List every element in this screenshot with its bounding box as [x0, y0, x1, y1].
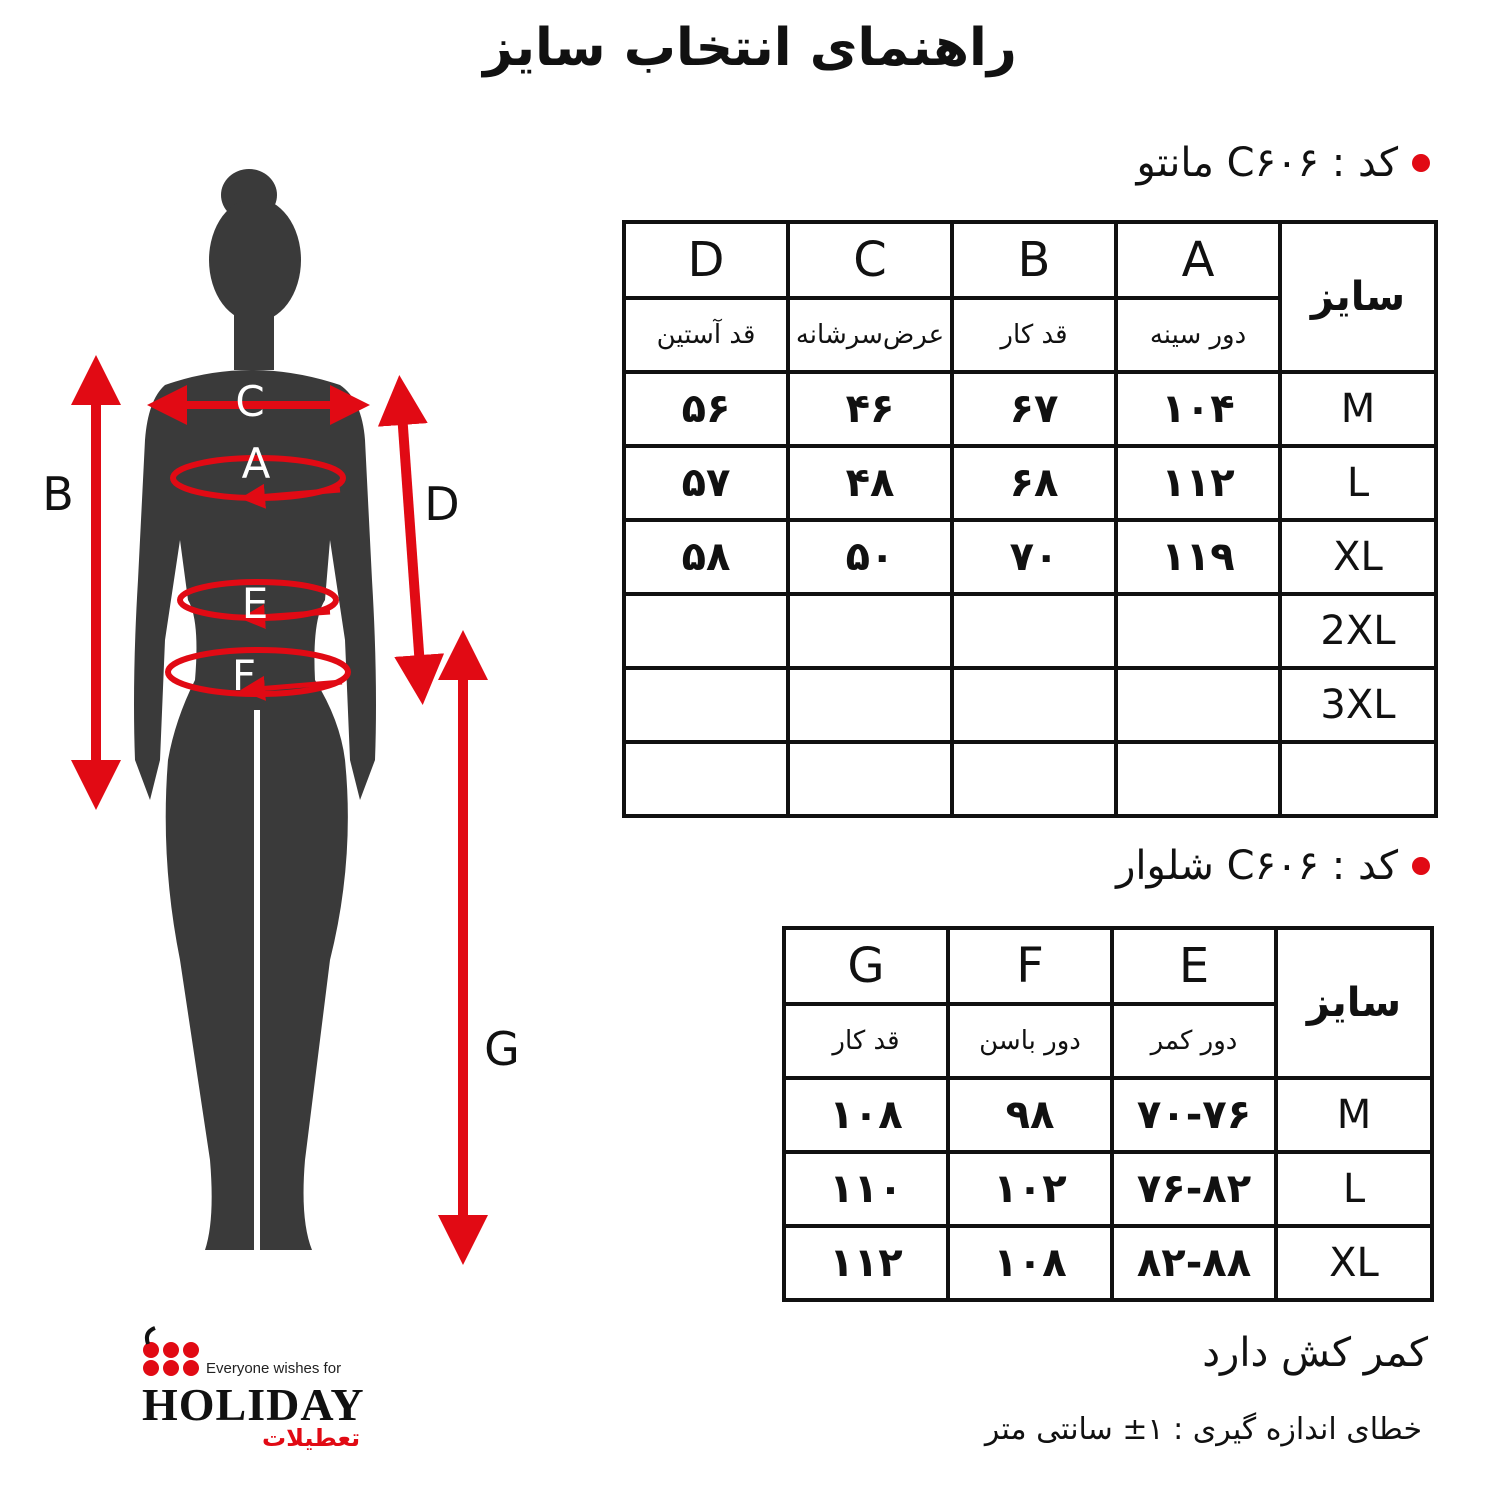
- brand-tagline: Everyone wishes for: [206, 1360, 342, 1377]
- coat-col-label-D: قد آستین: [624, 298, 788, 372]
- brand-name-fa: تعطیلات: [262, 1424, 361, 1452]
- coat-col-letter-B: B: [952, 222, 1116, 298]
- table-cell: [788, 668, 952, 742]
- label-G: G: [484, 1022, 520, 1076]
- table-cell: [952, 594, 1116, 668]
- size-label: XL: [1276, 1226, 1432, 1300]
- label-E: E: [241, 579, 269, 628]
- table-cell: ۷۰-۷۶: [1112, 1078, 1276, 1152]
- coat-col-label-C: عرض‌سرشانه: [788, 298, 952, 372]
- tolerance-note: خطای اندازه گیری : ۱± سانتی متر: [984, 1412, 1422, 1447]
- table-cell: ۶۸: [952, 446, 1116, 520]
- pants-size-table: [782, 926, 1434, 1302]
- size-label: M: [1276, 1078, 1432, 1152]
- table-cell: ۵۸: [624, 520, 788, 594]
- table-cell: ۷۰: [952, 520, 1116, 594]
- pants-col-letter-F: F: [948, 928, 1112, 1004]
- label-D: D: [424, 477, 460, 531]
- coat-code-line: [1136, 140, 1430, 186]
- size-label: M: [1280, 372, 1436, 446]
- body-figure: [0, 160, 560, 1280]
- table-cell: ۱۱۲: [1116, 446, 1280, 520]
- table-cell: ۱۰۴: [1116, 372, 1280, 446]
- coat-col-letter-D: D: [624, 222, 788, 298]
- coat-col-letter-A: A: [1116, 222, 1280, 298]
- table-row: [784, 1078, 1432, 1152]
- table-cell: [788, 742, 952, 816]
- table-cell: [624, 668, 788, 742]
- size-label: XL: [1280, 520, 1436, 594]
- coat-col-letter-C: C: [788, 222, 952, 298]
- size-label: 3XL: [1280, 668, 1436, 742]
- table-row: [624, 372, 1436, 446]
- label-B: B: [42, 467, 74, 521]
- pants-col-label-F: دور باسن: [948, 1004, 1112, 1078]
- pants-col-letter-G: G: [784, 928, 948, 1004]
- sleeve-length-arrow: [400, 385, 422, 695]
- table-cell: [788, 594, 952, 668]
- table-cell: ۱۰۲: [948, 1152, 1112, 1226]
- table-cell: ۵۰: [788, 520, 952, 594]
- dots-logo-icon: [142, 1322, 204, 1378]
- bullet-icon: [1412, 857, 1430, 875]
- pants-size-header: سایز: [1276, 928, 1432, 1078]
- table-cell: ۱۱۲: [784, 1226, 948, 1300]
- table-cell: ۱۰۸: [948, 1226, 1112, 1300]
- page-title: راهنمای انتخاب سایز: [483, 18, 1017, 78]
- table-row: [624, 446, 1436, 520]
- table-cell: ۸۲-۸۸: [1112, 1226, 1276, 1300]
- coat-col-label-B: قد کار: [952, 298, 1116, 372]
- pants-code-line: [1116, 843, 1430, 889]
- bullet-icon: [1412, 154, 1430, 172]
- brand-logo: [142, 1322, 382, 1462]
- table-cell: [1116, 594, 1280, 668]
- size-label: [1280, 742, 1436, 816]
- table-row: [624, 520, 1436, 594]
- table-row: [784, 1226, 1432, 1300]
- table-cell: [952, 668, 1116, 742]
- coat-col-label-A: دور سینه: [1116, 298, 1280, 372]
- size-label: L: [1280, 446, 1436, 520]
- table-cell: ۶۷: [952, 372, 1116, 446]
- table-row: [624, 742, 1436, 816]
- pants-col-letter-E: E: [1112, 928, 1276, 1004]
- table-cell: ۱۰۸: [784, 1078, 948, 1152]
- table-cell: ۱۱۰: [784, 1152, 948, 1226]
- table-cell: [624, 742, 788, 816]
- brand-name: HOLIDAY: [142, 1379, 365, 1430]
- pants-col-label-G: قد کار: [784, 1004, 948, 1078]
- size-label: L: [1276, 1152, 1432, 1226]
- label-F: F: [231, 651, 257, 700]
- table-cell: ۵۶: [624, 372, 788, 446]
- table-cell: ۴۶: [788, 372, 952, 446]
- table-cell: ۷۶-۸۲: [1112, 1152, 1276, 1226]
- table-cell: [1116, 742, 1280, 816]
- table-cell: ۵۷: [624, 446, 788, 520]
- table-row: [784, 1152, 1432, 1226]
- table-row: [624, 668, 1436, 742]
- coat-size-table: [622, 220, 1438, 818]
- table-cell: [1116, 668, 1280, 742]
- silhouette: [134, 169, 376, 1250]
- table-cell: [952, 742, 1116, 816]
- coat-size-header: سایز: [1280, 222, 1436, 372]
- pants-code-text: کد : C۶۰۶ شلوار: [1116, 843, 1398, 889]
- table-cell: ۱۱۹: [1116, 520, 1280, 594]
- waist-note: کمر کش دارد: [1202, 1330, 1428, 1376]
- label-A: A: [241, 439, 271, 488]
- table-cell: ۹۸: [948, 1078, 1112, 1152]
- pants-col-label-E: دور کمر: [1112, 1004, 1276, 1078]
- table-cell: [624, 594, 788, 668]
- coat-code-text: کد : C۶۰۶ مانتو: [1136, 140, 1398, 186]
- table-cell: ۴۸: [788, 446, 952, 520]
- label-C: C: [235, 377, 265, 426]
- size-label: 2XL: [1280, 594, 1436, 668]
- table-row: [624, 594, 1436, 668]
